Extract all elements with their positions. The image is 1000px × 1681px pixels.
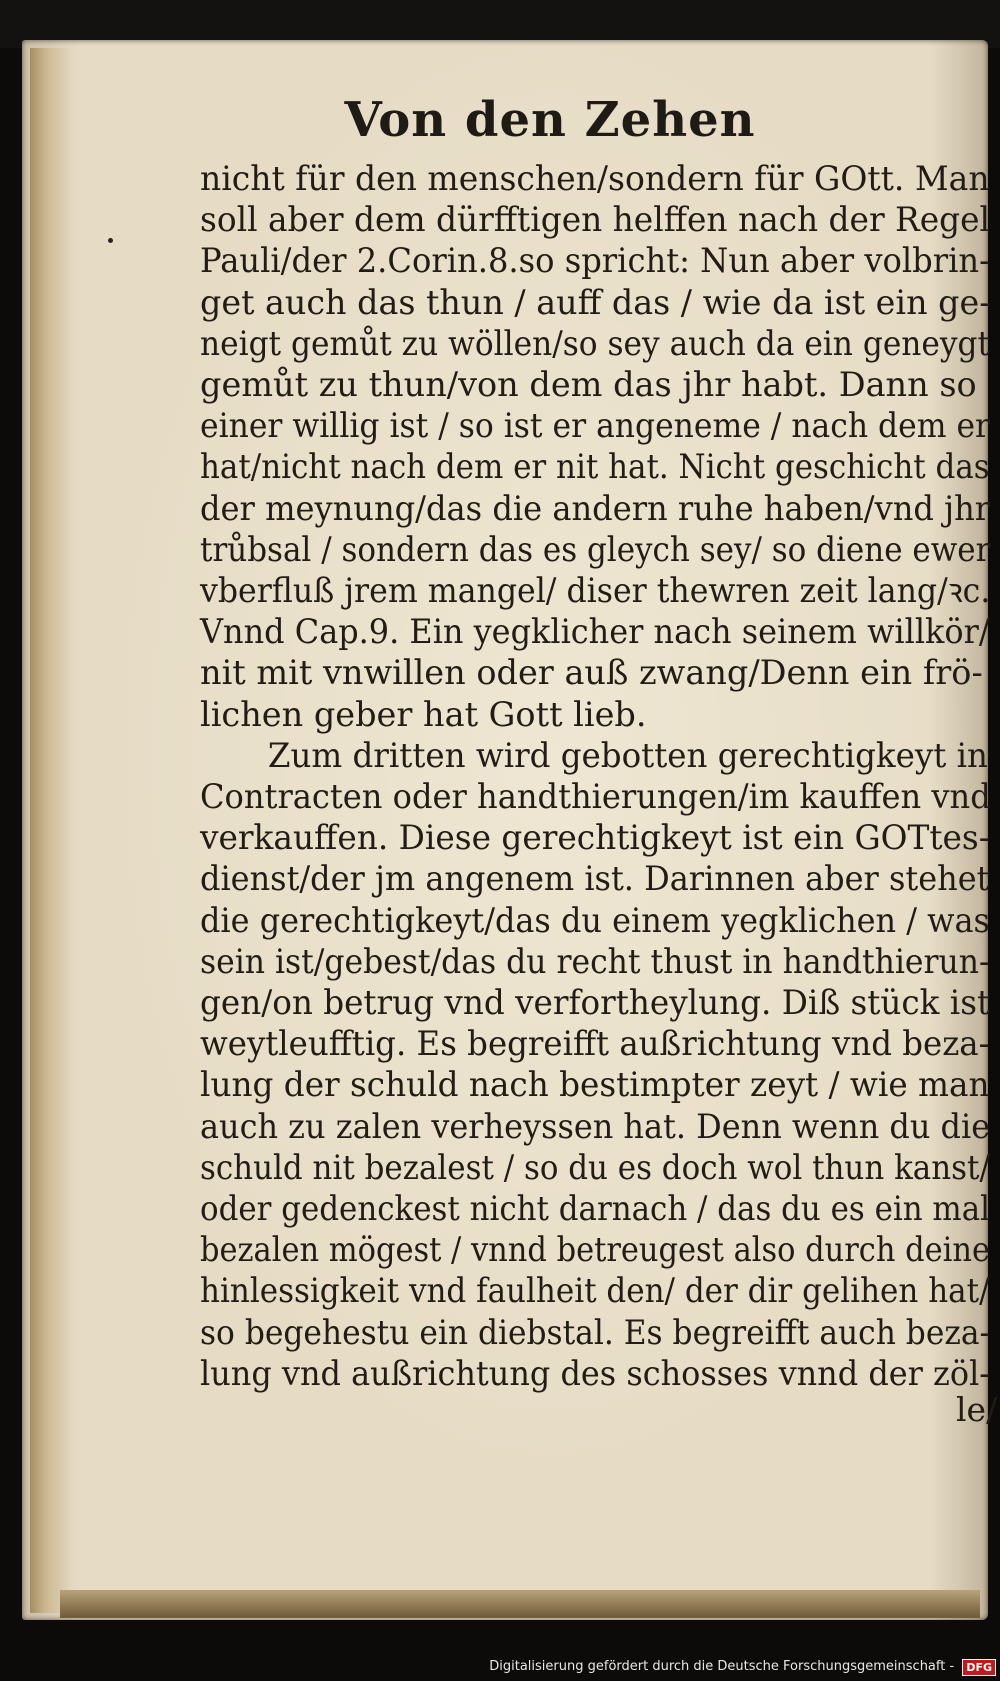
text-line: nicht für den menschen/sondern für GOtt. Man	[200, 159, 990, 198]
text-line: der meynung/das die andern ruhe haben/vnd jhr	[200, 488, 991, 528]
text-line: Pauli/der 2.Corin.8.so spricht: Nun aber volbrin-	[200, 241, 991, 281]
text-line: oder gedenckest nicht darnach / das du es ein mal	[200, 1189, 991, 1229]
text-line: lichen geber hat Gott lieb.	[200, 694, 647, 734]
text-line: sein ist/gebest/das du recht thust in handthierun-	[200, 941, 990, 981]
text-line: die gerechtigkeyt/das du einem yegklichen / was	[200, 900, 990, 940]
text-line: Contracten oder handthierungen/im kauffen vnd	[200, 777, 991, 817]
text-line: gen/on betrug vnd verfortheylung. Diß stück ist	[200, 983, 991, 1023]
running-head: Von den Zehen	[344, 92, 756, 148]
text-line: bezalen mögest / vnnd betreugest also durch deine	[200, 1230, 991, 1270]
footer-text: Digitalisierung gefördert durch die Deutsche Forschungsgemeinschaft -	[489, 1659, 955, 1674]
text-line: vberfluß jrem mangel/ diser thewren zeit lang/ꝛc.	[200, 571, 991, 611]
text-line: neigt gemůt zu wöllen/so sey auch da ein geneygt	[200, 323, 991, 363]
dfg-logo: DFG	[962, 1659, 996, 1676]
text-line: einer willig ist / so ist er angeneme / nach dem er	[200, 406, 991, 446]
text-line: verkauffen. Diese gerechtigkeyt ist ein GOTtes-	[200, 818, 990, 858]
text-line: lung der schuld nach bestimpter zeyt / wie man	[200, 1065, 990, 1105]
catchword: le/	[956, 1390, 998, 1429]
body-text	[200, 158, 990, 1394]
text-line: hinlessigkeit vnd faulheit den/ der dir gelihen hat/	[200, 1271, 990, 1311]
text-line: soll aber dem dürfftigen helffen nach der Regel	[200, 200, 991, 240]
text-line: schuld nit bezalest / so du es doch wol thun kanst/	[200, 1147, 990, 1187]
page-stack-edge	[60, 1590, 980, 1618]
text-line: weytleufftig. Es begreifft außrichtung vnd beza-	[200, 1024, 990, 1064]
text-line: lung vnd außrichtung des schosses vnnd der zöl-	[200, 1353, 991, 1393]
text-line: get auch das thun / auff das / wie da ist ein ge-	[200, 282, 991, 322]
text-line: dienst/der jm angenem ist. Darinnen aber stehet	[200, 859, 990, 899]
text-line: hat/nicht nach dem er nit hat. Nicht geschicht das	[200, 447, 990, 487]
footer-credit	[0, 1654, 996, 1680]
ink-speck	[108, 238, 113, 243]
text-line: so begehestu ein diebstal. Es begreifft auch beza-	[200, 1312, 991, 1352]
text-line: Vnnd Cap.9. Ein yegklicher nach seinem willkör/	[200, 612, 990, 652]
text-line: gemůt zu thun/von dem das jhr habt. Dann so	[200, 365, 977, 405]
text-line: nit mit vnwillen oder auß zwang/Denn ein frö-	[200, 653, 983, 693]
text-line: Zum dritten wird gebotten gerechtigkeyt in	[267, 735, 988, 775]
text-line: trůbsal / sondern das es gleych sey/ so diene ewer	[200, 529, 991, 569]
page-gutter	[30, 48, 70, 1613]
text-line: auch zu zalen verheyssen hat. Denn wenn du die	[200, 1106, 991, 1146]
